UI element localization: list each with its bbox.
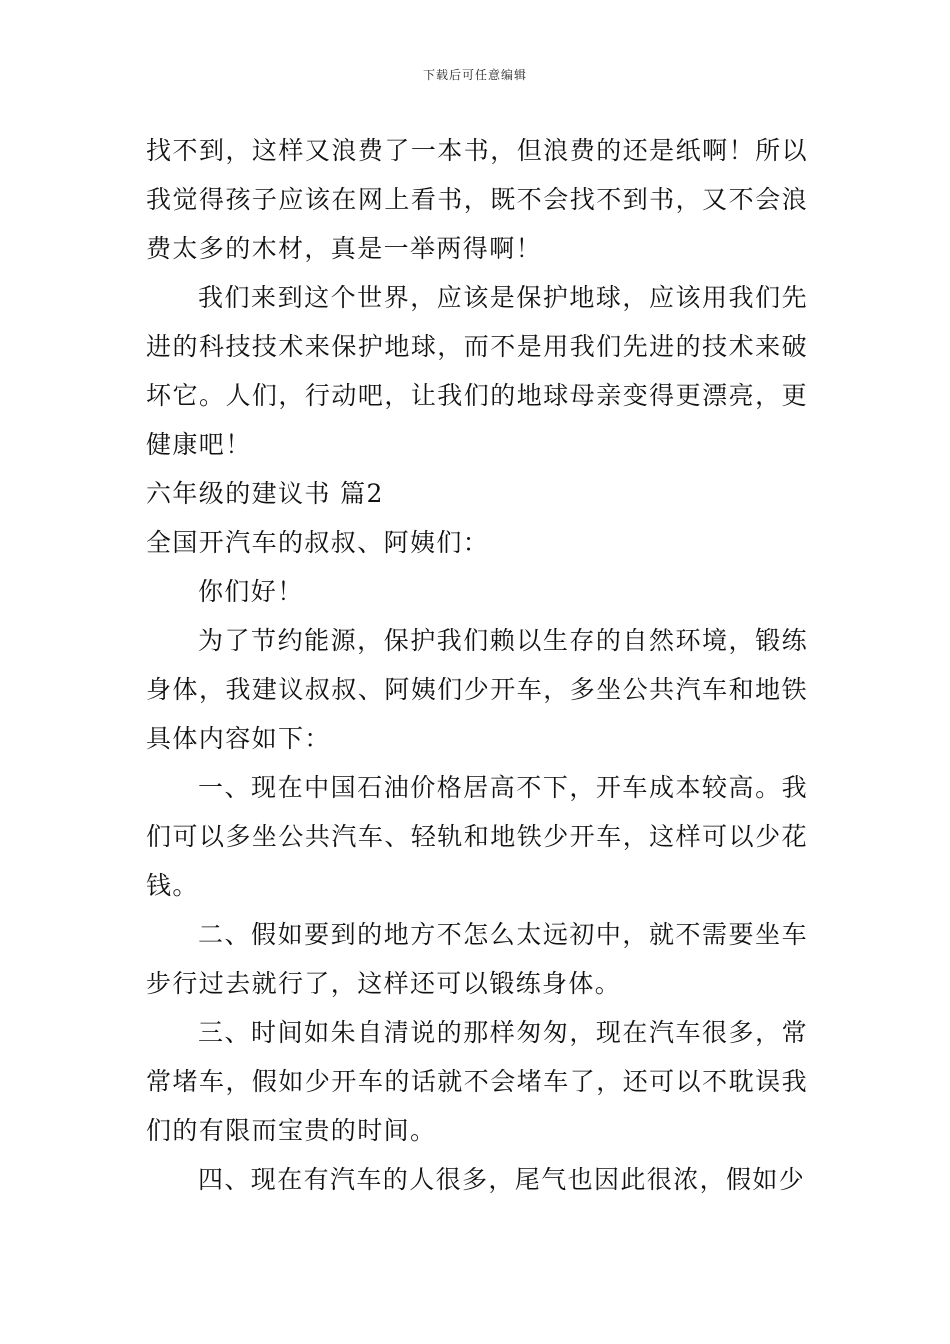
paragraph-protect-earth: 我们来到这个世界，应该是保护地球，应该用我们先进的科技技术来保护地球，而不是用我们先进的技术来破坏它。人们，行动吧，让我们的地球母亲变得更漂亮，更健康吧！ <box>146 283 808 459</box>
letter-salutation: 全国开汽车的叔叔、阿姨们： <box>146 528 490 557</box>
paragraph-point-three: 三、时间如朱自清说的那样匆匆，现在汽车很多，常常堵车，假如少开车的话就不会堵车了，还可以不耽误我们的有限而宝贵的时间。 <box>146 1018 808 1145</box>
page-header: 下载后可任意编辑 <box>422 68 527 82</box>
letter-greeting: 你们好！ <box>198 577 304 606</box>
paragraph-point-one: 一、现在中国石油价格居高不下，开车成本较高。我们可以多坐公共汽车、轻轨和地铁少开车，这样可以少花钱。 <box>146 773 808 900</box>
paragraph-continuation: 找不到，这样又浪费了一本书，但浪费的还是纸啊！所以我觉得孩子应该在网上看书，既不会找不到书，又不会浪费太多的木材，真是一举两得啊！ <box>146 136 808 263</box>
paragraph-proposal: 为了节约能源，保护我们赖以生存的自然环境，锻练身体，我建议叔叔、阿姨们少开车，多坐公共汽车和地铁具体内容如下： <box>146 626 808 753</box>
paragraph-point-two: 二、假如要到的地方不怎么太远初中，就不需要坐车步行过去就行了，这样还可以锻练身体。 <box>146 920 808 998</box>
section-title: 六年级的建议书 篇2 <box>146 479 384 508</box>
paragraph-point-four: 四、现在有汽车的人很多，尾气也因此很浓，假如少 <box>198 1165 806 1194</box>
document-body <box>146 126 808 1204</box>
